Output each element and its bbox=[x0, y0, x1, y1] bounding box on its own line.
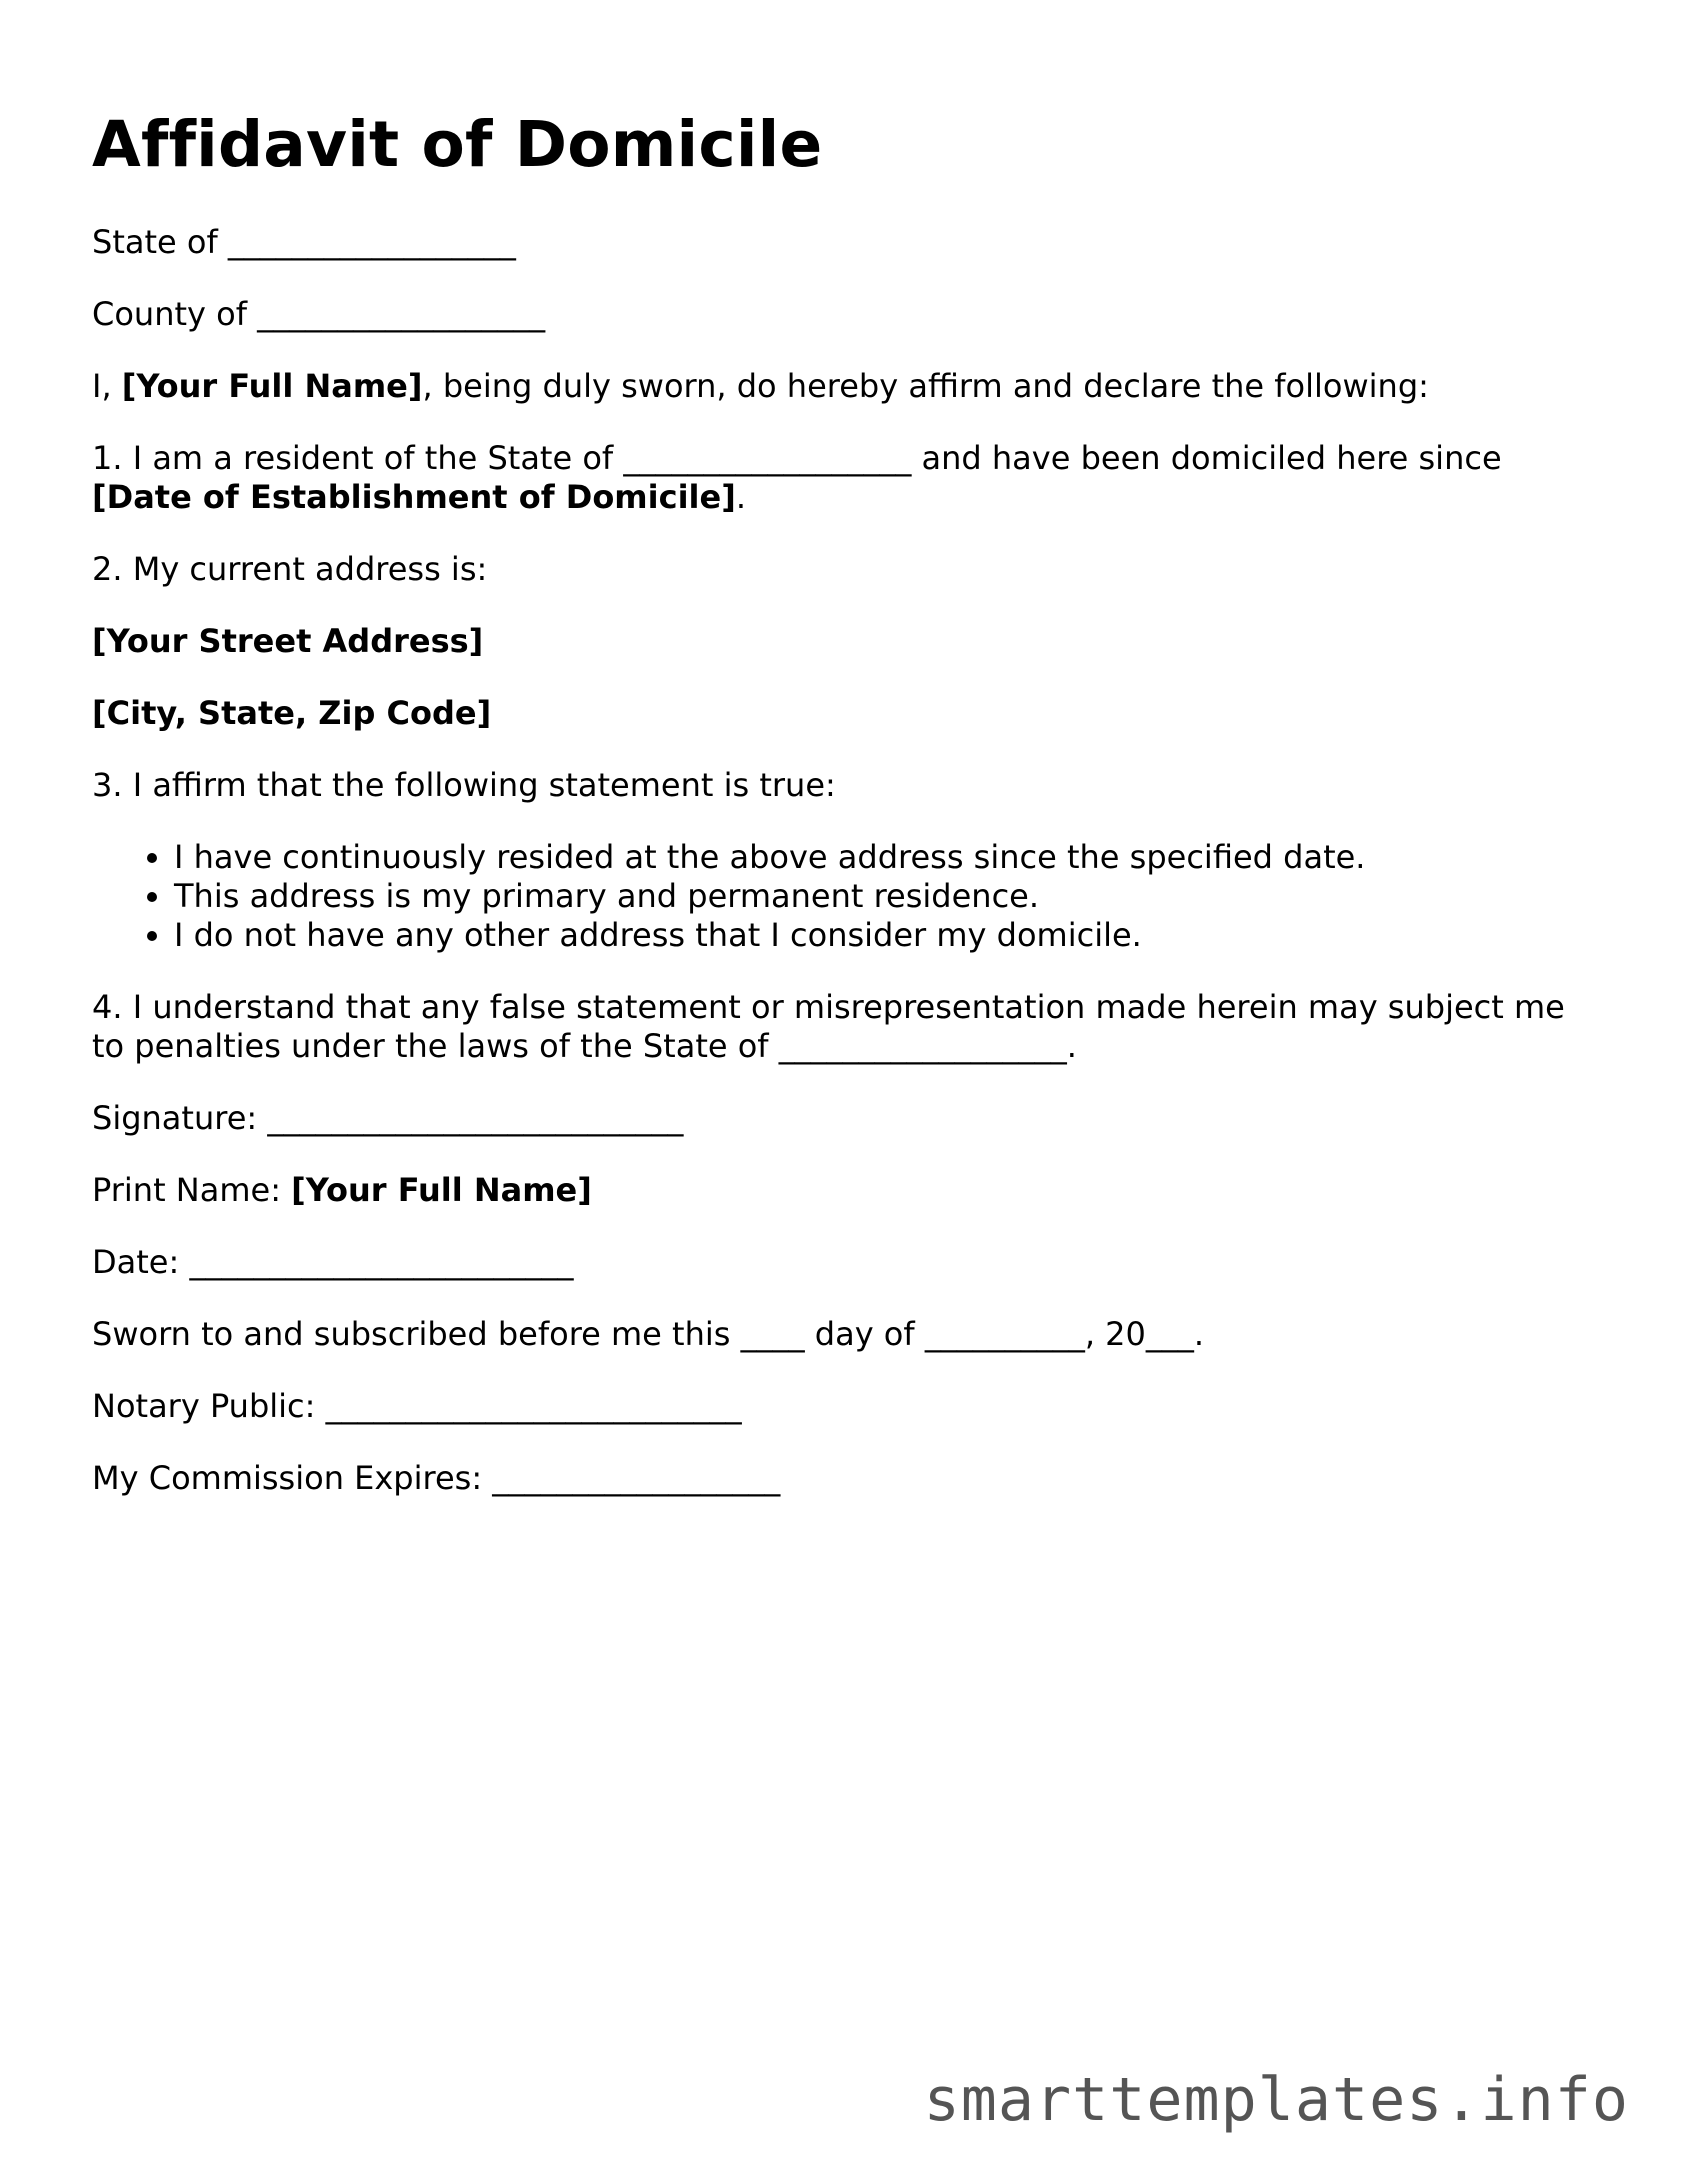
list-item: • I have continuously resided at the above address since the specified date. bbox=[174, 838, 1592, 877]
state-line: State of __________________ bbox=[92, 223, 516, 262]
commission-line: My Commission Expires: __________________ bbox=[92, 1459, 781, 1498]
street-address-placeholder bbox=[92, 622, 1592, 661]
sworn-line: Sworn to and subscribed before me this ____ day of __________, 20___. bbox=[92, 1315, 1205, 1354]
item-2-text: 2. My current address is: bbox=[92, 550, 488, 589]
intro-paragraph bbox=[92, 367, 1592, 406]
print-name-label: Print Name: bbox=[92, 1171, 292, 1210]
list-item: • I do not have any other address that I consider my domicile. bbox=[174, 916, 1592, 955]
signature-line: Signature: __________________________ bbox=[92, 1099, 684, 1138]
intro-prefix: I, bbox=[92, 367, 122, 406]
county-line: County of __________________ bbox=[92, 295, 546, 334]
city-state-zip-placeholder bbox=[92, 694, 1592, 733]
intro-suffix: , being duly sworn, do hereby affirm and declare the following: bbox=[422, 367, 1429, 406]
item-1-text: 1. I am a resident of the State of __________________ and have been domiciled here since bbox=[92, 439, 1512, 478]
date-line: Date: ________________________ bbox=[92, 1243, 574, 1282]
list-item: • This address is my primary and permanent residence. bbox=[174, 877, 1592, 916]
document-title: Affidavit of Domicile bbox=[92, 108, 823, 181]
notary-line: Notary Public: __________________________ bbox=[92, 1387, 742, 1426]
item-4-text: 4. I understand that any false statement or misrepresentation made herein may subject me to penalties under the laws of the State of __________________. bbox=[92, 988, 1575, 1066]
print-name-line bbox=[92, 1171, 1592, 1210]
affirmation-list bbox=[92, 838, 1592, 955]
intro-name-placeholder: [Your Full Name] bbox=[121, 367, 423, 406]
watermark: smarttemplates.info bbox=[923, 2065, 1629, 2135]
document-page bbox=[92, 110, 1592, 1531]
item-1-date-placeholder: [Date of Establishment of Domicile] bbox=[92, 478, 736, 517]
item-1-paragraph bbox=[92, 439, 1592, 517]
item-1-end: . bbox=[735, 478, 747, 517]
city-state-zip-text: [City, State, Zip Code] bbox=[92, 694, 492, 733]
print-name-placeholder: [Your Full Name] bbox=[291, 1171, 592, 1210]
item-3-text: 3. I affirm that the following statement is true: bbox=[92, 766, 836, 805]
street-address-text: [Your Street Address] bbox=[92, 622, 484, 661]
